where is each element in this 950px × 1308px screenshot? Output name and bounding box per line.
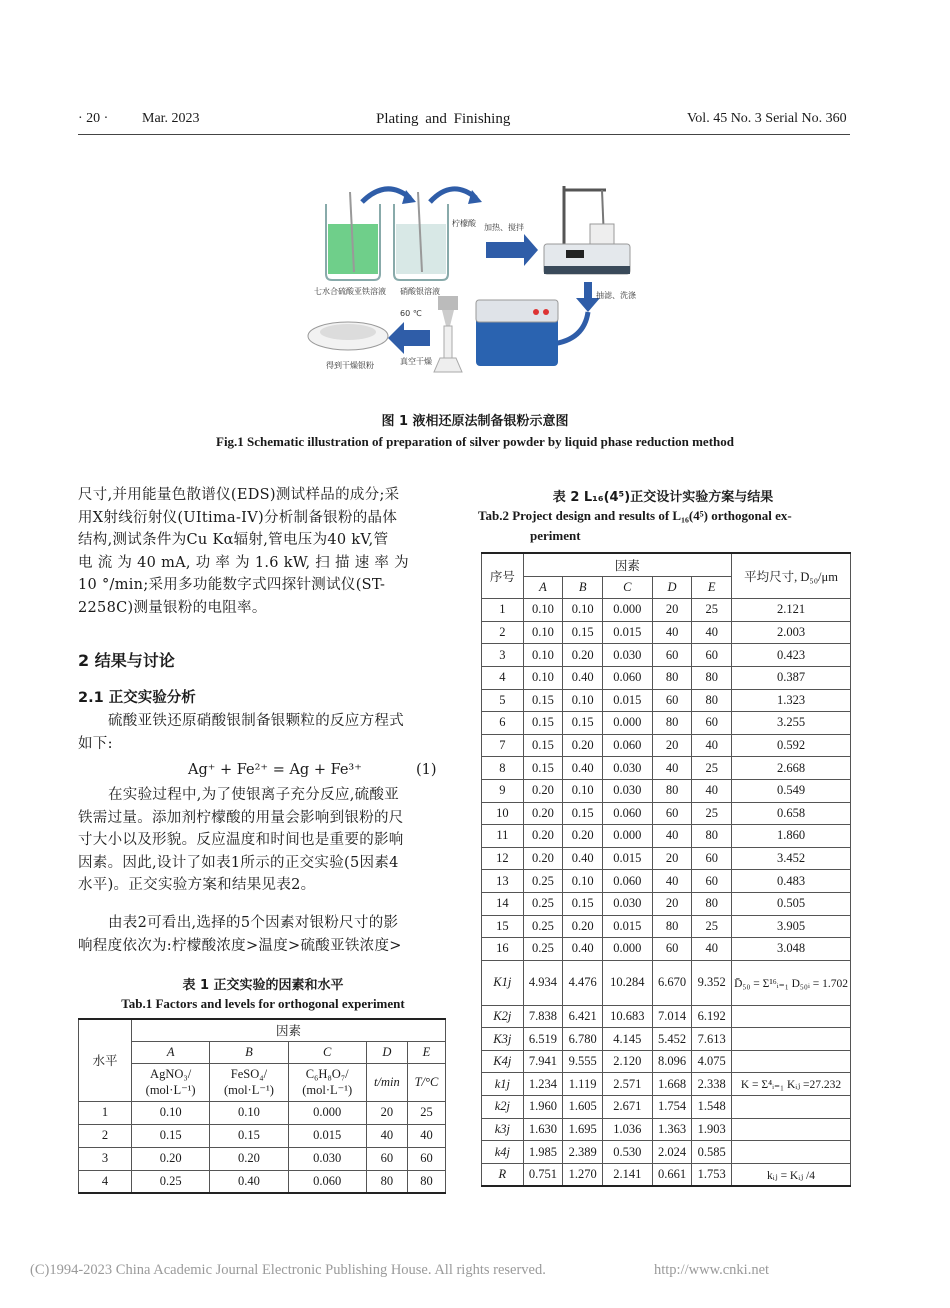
table-cell: 0.40 — [563, 757, 603, 780]
stat-label: k3j — [482, 1118, 524, 1141]
table-cell: 1.668 — [652, 1073, 692, 1096]
table-cell: 0.20 — [210, 1147, 288, 1170]
table-row — [482, 847, 851, 870]
table-cell: 1.903 — [692, 1118, 732, 1141]
table-cell: 0.483 — [732, 870, 851, 893]
table-cell: 80 — [692, 689, 732, 712]
t1-factor-c: C — [288, 1041, 366, 1063]
table-cell: 60 — [692, 712, 732, 735]
table-cell: 20 — [366, 1101, 407, 1124]
t1-unit-a: AgNO₃/ (mol·L⁻¹) — [132, 1063, 210, 1101]
table-cell: 0.10 — [563, 779, 603, 802]
table-cell: 13 — [482, 870, 524, 893]
t1-factor-b: B — [210, 1041, 288, 1063]
table-cell: 7.941 — [523, 1050, 563, 1073]
t2-factor-e: E — [692, 576, 732, 599]
table-cell: 3.905 — [732, 915, 851, 938]
table-cell: 60 — [652, 938, 692, 961]
table-cell: 1.960 — [523, 1096, 563, 1119]
table-cell: 80 — [692, 892, 732, 915]
table-cell: 11 — [482, 825, 524, 848]
figure-1-caption-cn: 图 1 液相还原法制备银粉示意图 — [381, 414, 569, 429]
label-temp: 60 ℃ — [400, 309, 422, 318]
table-cell: 60 — [692, 847, 732, 870]
table-cell: 1.860 — [732, 825, 851, 848]
table-cell: 0.060 — [602, 666, 652, 689]
table-cell: 6.421 — [563, 1005, 603, 1028]
table-cell: 0.20 — [132, 1147, 210, 1170]
table-cell: 40 — [692, 779, 732, 802]
table-cell: 9 — [482, 779, 524, 802]
t1-factor-a: A — [132, 1041, 210, 1063]
table-1-caption-en: Tab.1 Factors and levels for orthogonal experiment — [121, 996, 405, 1011]
table-cell: 0.15 — [523, 689, 563, 712]
t1-unit-b: FeSO₄/ (mol·L⁻¹) — [210, 1063, 288, 1101]
table-cell: 0.15 — [523, 757, 563, 780]
table-cell: 3.048 — [732, 938, 851, 961]
label-result: 得到干燥银粉 — [326, 361, 374, 370]
table-cell: 0.25 — [523, 870, 563, 893]
table-cell: 6.519 — [523, 1028, 563, 1051]
table-cell: 0.10 — [523, 666, 563, 689]
t2-result-header: 平均尺寸, D₅₀/μm — [732, 553, 851, 599]
table-cell: 7.014 — [652, 1005, 692, 1028]
stat-note — [732, 1028, 851, 1051]
table-cell: 5 — [482, 689, 524, 712]
table-cell: 0.40 — [210, 1170, 288, 1193]
t1-unit-c: C₆H₈O₇/ (mol·L⁻¹) — [288, 1063, 366, 1101]
table-cell: 10.284 — [602, 960, 652, 1005]
table-cell: 7.838 — [523, 1005, 563, 1028]
journal-name: Plating and Finishing — [376, 111, 511, 127]
table-cell: 6.780 — [563, 1028, 603, 1051]
table-cell: 80 — [692, 825, 732, 848]
stat-note — [732, 1005, 851, 1028]
table-cell: 6.192 — [692, 1005, 732, 1028]
table-cell: 4.476 — [563, 960, 603, 1005]
table-cell: 40 — [652, 621, 692, 644]
paragraph-methods: 尺寸,并用能量色散谱仪(EDS)测试样品的成分;采 用X射线衍射仪(UItima-IV)分析制备银粉的晶体 结构,测试条件为Cu Kα辐射,管电压为40 kV,管 电 流 为 40 mA, 功 率 为 1.6 kW, 扫 描 速 率 为 10 °/min;采用多功能数字式四探针测试仪(ST- 2258C)测量银粉的电阻率。 — [78, 487, 409, 616]
table-cell: 2 — [79, 1124, 132, 1147]
table-cell: 0.530 — [602, 1141, 652, 1164]
table-cell: 0.015 — [288, 1124, 366, 1147]
buchner-funnel — [434, 296, 462, 372]
table-row — [482, 621, 851, 644]
table-cell: 1.548 — [692, 1096, 732, 1119]
table-cell: 1 — [79, 1101, 132, 1124]
table-cell: 80 — [407, 1170, 445, 1193]
table-cell: 7.613 — [692, 1028, 732, 1051]
table-row — [79, 1147, 446, 1170]
table-cell: 0.10 — [523, 644, 563, 667]
t1-level-header: 水平 — [79, 1019, 132, 1101]
table-row — [482, 915, 851, 938]
header-rule — [78, 134, 850, 135]
table-cell: 10 — [482, 802, 524, 825]
table-row — [482, 892, 851, 915]
issue-date: Mar. 2023 — [142, 111, 200, 126]
dish-silver-powder — [308, 322, 388, 350]
t1-factor-e: E — [407, 1041, 445, 1063]
table-cell: 0.060 — [602, 870, 652, 893]
table-1-caption-cn: 表 1 正交实验的因素和水平 — [182, 978, 344, 993]
table-row — [79, 1124, 446, 1147]
table-cell: 10.683 — [602, 1005, 652, 1028]
table-row — [482, 938, 851, 961]
stat-label: K2j — [482, 1005, 524, 1028]
table-cell: 0.15 — [523, 734, 563, 757]
stat-note — [732, 1050, 851, 1073]
table-cell: 1.119 — [563, 1073, 603, 1096]
table-cell: 1.630 — [523, 1118, 563, 1141]
table-cell: 8 — [482, 757, 524, 780]
table-cell: 1 — [482, 599, 524, 622]
table-row — [482, 825, 851, 848]
t2-factor-a: A — [523, 576, 563, 599]
table-cell: 60 — [366, 1147, 407, 1170]
table-cell: 0.060 — [602, 802, 652, 825]
table-cell: 4.934 — [523, 960, 563, 1005]
table-cell: 2.141 — [602, 1163, 652, 1186]
stat-label: K3j — [482, 1028, 524, 1051]
table-cell: 0.585 — [692, 1141, 732, 1164]
table-cell: 0.592 — [732, 734, 851, 757]
table-cell: 0.030 — [602, 644, 652, 667]
table-cell: 0.060 — [602, 734, 652, 757]
stat-note — [732, 1096, 851, 1119]
table-cell: 1.270 — [563, 1163, 603, 1186]
beaker-silver-nitrate — [394, 192, 448, 280]
table-cell: 0.000 — [602, 825, 652, 848]
table-cell: 0.015 — [602, 689, 652, 712]
table-cell: 4.075 — [692, 1050, 732, 1073]
table-cell: 2.121 — [732, 599, 851, 622]
equation-number: (1) — [416, 762, 437, 778]
table-cell: 6.670 — [652, 960, 692, 1005]
stat-note — [732, 1118, 851, 1141]
table-cell: 40 — [652, 870, 692, 893]
table-cell: 1.323 — [732, 689, 851, 712]
table-cell: 14 — [482, 892, 524, 915]
figure-1-schematic — [300, 180, 662, 380]
table-cell: 80 — [366, 1170, 407, 1193]
table-row — [482, 757, 851, 780]
table-cell: 80 — [652, 666, 692, 689]
table-cell: 80 — [652, 712, 692, 735]
table-cell: 0.751 — [523, 1163, 563, 1186]
table-cell: 0.423 — [732, 644, 851, 667]
table-cell: 0.000 — [288, 1101, 366, 1124]
table-cell: 2.003 — [732, 621, 851, 644]
table-row-stat — [482, 1163, 851, 1186]
stat-label: R — [482, 1163, 524, 1186]
stat-label: k1j — [482, 1073, 524, 1096]
table-cell: 5.452 — [652, 1028, 692, 1051]
table-cell: 0.015 — [602, 847, 652, 870]
table-cell: 0.060 — [288, 1170, 366, 1193]
label-vacuum-dry: 真空干燥 — [400, 357, 432, 366]
table-row-stat — [482, 1096, 851, 1119]
table-cell: 0.015 — [602, 915, 652, 938]
table-cell: 1.753 — [692, 1163, 732, 1186]
table-row — [482, 870, 851, 893]
table-row-stat — [482, 1005, 851, 1028]
table-cell: 0.030 — [602, 892, 652, 915]
table-cell: 3.452 — [732, 847, 851, 870]
table-row-stat — [482, 1073, 851, 1096]
table-cell: 0.000 — [602, 599, 652, 622]
table-cell: 0.40 — [563, 666, 603, 689]
t2-seq-header: 序号 — [482, 553, 524, 599]
table-cell: 0.25 — [523, 938, 563, 961]
table-cell: 0.40 — [563, 847, 603, 870]
table-cell: 9.352 — [692, 960, 732, 1005]
table-cell: 0.000 — [602, 712, 652, 735]
table-row — [482, 712, 851, 735]
table-cell: 0.030 — [288, 1147, 366, 1170]
table-cell: 2.120 — [602, 1050, 652, 1073]
arrow-to-stirrer — [486, 234, 538, 266]
table-cell: 2.389 — [563, 1141, 603, 1164]
table-cell: 0.25 — [132, 1170, 210, 1193]
label-heat-stir: 加热、搅拌 — [484, 223, 524, 232]
table-row-stat — [482, 1141, 851, 1164]
table-cell: 1.754 — [652, 1096, 692, 1119]
table-row — [482, 666, 851, 689]
label-citric: 柠檬酸 — [452, 219, 476, 228]
table-row — [482, 599, 851, 622]
table-cell: 2.668 — [732, 757, 851, 780]
label-ferrous: 七水合硫酸亚铁溶液 — [314, 287, 386, 296]
table-cell: 12 — [482, 847, 524, 870]
table-cell: 0.15 — [210, 1124, 288, 1147]
vacuum-pump — [476, 300, 558, 366]
table-cell: 2.338 — [692, 1073, 732, 1096]
table-cell: 40 — [692, 734, 732, 757]
table-cell: 60 — [692, 644, 732, 667]
table-cell: 80 — [652, 915, 692, 938]
table-cell: 0.505 — [732, 892, 851, 915]
table-cell: 0.15 — [563, 892, 603, 915]
table-cell: 0.030 — [602, 757, 652, 780]
table-cell: 0.10 — [132, 1101, 210, 1124]
table-cell: 0.15 — [563, 621, 603, 644]
table-row-stat — [482, 960, 851, 1005]
table-cell: 0.40 — [563, 938, 603, 961]
table-cell: 1.985 — [523, 1141, 563, 1164]
paragraph-reaction: 硫酸亚铁还原硝酸银制备银颗粒的反应方程式 如下: — [78, 713, 404, 752]
table-cell: 0.20 — [523, 802, 563, 825]
table-cell: 20 — [652, 847, 692, 870]
stat-note — [732, 1141, 851, 1164]
table-cell: 0.20 — [563, 734, 603, 757]
table-cell: 2.671 — [602, 1096, 652, 1119]
page-number: · 20 · — [78, 111, 109, 126]
t1-unit-d: t/min — [366, 1063, 407, 1101]
table-cell: 1.036 — [602, 1118, 652, 1141]
table-cell: 3 — [482, 644, 524, 667]
table-2-caption-cn: 表 2 L₁₆(4⁵)正交设计实验方案与结果 — [552, 490, 774, 505]
table-cell: 60 — [652, 689, 692, 712]
stat-label: K1j — [482, 960, 524, 1005]
table-cell: 1.605 — [563, 1096, 603, 1119]
table-row — [482, 689, 851, 712]
label-filter-wash: 抽滤、洗涤 — [596, 291, 636, 300]
table-row — [79, 1170, 446, 1193]
table-cell: 0.015 — [602, 621, 652, 644]
table-cell: 0.10 — [563, 599, 603, 622]
equation-1: Ag⁺ + Fe²⁺ = Ag + Fe³⁺ — [188, 762, 362, 778]
table-cell: 80 — [692, 666, 732, 689]
beaker-ferrous-sulfate — [326, 192, 380, 280]
table-cell: 6 — [482, 712, 524, 735]
table-cell: 20 — [652, 734, 692, 757]
t1-factor-d: D — [366, 1041, 407, 1063]
table-cell: 0.10 — [563, 689, 603, 712]
table-cell: 0.20 — [563, 644, 603, 667]
stat-label: k2j — [482, 1096, 524, 1119]
table-cell: 0.15 — [563, 802, 603, 825]
t2-factor-header: 因素 — [523, 553, 731, 576]
table-cell: 80 — [652, 779, 692, 802]
copyright-footer: (C)1994-2023 China Academic Journal Electronic Publishing House. All rights reserved. — [30, 1262, 546, 1278]
table-cell: 0.15 — [563, 712, 603, 735]
stat-note: kᵢⱼ = Kᵢⱼ /4 — [732, 1163, 851, 1186]
stat-label: k4j — [482, 1141, 524, 1164]
t1-factor-header: 因素 — [132, 1019, 446, 1041]
table-cell: 0.20 — [523, 847, 563, 870]
table-cell: 0.25 — [523, 915, 563, 938]
table-cell: 25 — [692, 757, 732, 780]
table-cell: 40 — [407, 1124, 445, 1147]
table-cell: 0.387 — [732, 666, 851, 689]
table-cell: 20 — [652, 599, 692, 622]
table-cell: 60 — [407, 1147, 445, 1170]
table-cell: 0.20 — [523, 825, 563, 848]
table-cell: 0.15 — [132, 1124, 210, 1147]
stat-note: D̄₅₀ = Σ¹⁶ᵢ₌₁ D₅₀ᵢ = 1.702 — [732, 960, 851, 1005]
paragraph-influence: 由表2可看出,选择的5个因素对银粉尺寸的影 响程度依次为:柠檬酸浓度>温度>硫酸亚铁浓度> — [78, 915, 402, 954]
table-1 — [78, 1018, 446, 1194]
table-cell: 60 — [652, 644, 692, 667]
volume-info: Vol. 45 No. 3 Serial No. 360 — [687, 111, 847, 126]
arrow-pour-1 — [362, 189, 410, 202]
table-cell: 0.25 — [523, 892, 563, 915]
table-cell: 40 — [692, 621, 732, 644]
table-cell: 40 — [692, 938, 732, 961]
table-cell: 3.255 — [732, 712, 851, 735]
table-cell: 40 — [652, 825, 692, 848]
t1-unit-e: T/°C — [407, 1063, 445, 1101]
label-silver-nitrate: 硝酸银溶液 — [400, 287, 440, 296]
table-cell: 2.571 — [602, 1073, 652, 1096]
table-row — [482, 644, 851, 667]
table-cell: 4 — [79, 1170, 132, 1193]
table-cell: 0.10 — [210, 1101, 288, 1124]
table-cell: 0.15 — [523, 712, 563, 735]
table-cell: 8.096 — [652, 1050, 692, 1073]
table-cell: 2 — [482, 621, 524, 644]
table-cell: 1.234 — [523, 1073, 563, 1096]
table-cell: 25 — [692, 915, 732, 938]
stat-label: K4j — [482, 1050, 524, 1073]
table-row — [482, 802, 851, 825]
paragraph-experiment: 在实验过程中,为了使银离子充分反应,硫酸亚 铁需过量。添加剂柠檬酸的用量会影响到银粉的尺 寸大小以及形貌。反应温度和时间也是重要的影响 因素。因此,设计了如表1所示的正交实验(5因素4 水平)。正交实验方案和结果见表2。 — [78, 787, 404, 894]
table-cell: 0.20 — [563, 915, 603, 938]
table-cell: 0.10 — [523, 621, 563, 644]
table-cell: 4.145 — [602, 1028, 652, 1051]
table-2 — [481, 552, 851, 1187]
table-row — [79, 1101, 446, 1124]
section-2-heading: 2 结果与讨论 — [78, 651, 175, 670]
table-cell: 0.658 — [732, 802, 851, 825]
table-cell: 15 — [482, 915, 524, 938]
table-cell: 25 — [407, 1101, 445, 1124]
section-2-1-heading: 2.1 正交实验分析 — [78, 690, 196, 706]
table-cell: 0.030 — [602, 779, 652, 802]
stat-note: K = Σ⁴ᵢ₌₁ Kᵢⱼ =27.232 — [732, 1073, 851, 1096]
table-row-stat — [482, 1028, 851, 1051]
table-row — [482, 734, 851, 757]
figure-1-caption-en: Fig.1 Schematic illustration of preparation of silver powder by liquid phase reduction method — [216, 434, 734, 449]
t2-factor-c: C — [602, 576, 652, 599]
table-cell: 20 — [652, 892, 692, 915]
table-2-caption-en: Tab.2 Project design and results of L₁₆(4⁵) orthogonal ex- periment — [478, 508, 792, 543]
table-cell: 1.363 — [652, 1118, 692, 1141]
table-cell: 60 — [652, 802, 692, 825]
cnki-url[interactable]: http://www.cnki.net — [654, 1262, 770, 1278]
table-cell: 0.549 — [732, 779, 851, 802]
table-cell: 0.661 — [652, 1163, 692, 1186]
table-cell: 0.20 — [563, 825, 603, 848]
t2-factor-b: B — [563, 576, 603, 599]
t2-factor-d: D — [652, 576, 692, 599]
magnetic-stirrer — [544, 186, 630, 274]
table-cell: 3 — [79, 1147, 132, 1170]
table-cell: 0.000 — [602, 938, 652, 961]
table-cell: 0.20 — [523, 779, 563, 802]
arrow-to-powder — [388, 322, 430, 354]
table-cell: 40 — [366, 1124, 407, 1147]
table-row — [482, 779, 851, 802]
table-cell: 0.10 — [563, 870, 603, 893]
table-cell: 9.555 — [563, 1050, 603, 1073]
table-cell: 4 — [482, 666, 524, 689]
table-row-stat — [482, 1118, 851, 1141]
arrow-pour-2 — [430, 189, 476, 202]
table-cell: 25 — [692, 599, 732, 622]
table-row-stat — [482, 1050, 851, 1073]
table-cell: 0.10 — [523, 599, 563, 622]
table-cell: 16 — [482, 938, 524, 961]
table-cell: 7 — [482, 734, 524, 757]
table-cell: 40 — [652, 757, 692, 780]
table-cell: 60 — [692, 870, 732, 893]
table-cell: 2.024 — [652, 1141, 692, 1164]
table-cell: 1.695 — [563, 1118, 603, 1141]
table-cell: 25 — [692, 802, 732, 825]
